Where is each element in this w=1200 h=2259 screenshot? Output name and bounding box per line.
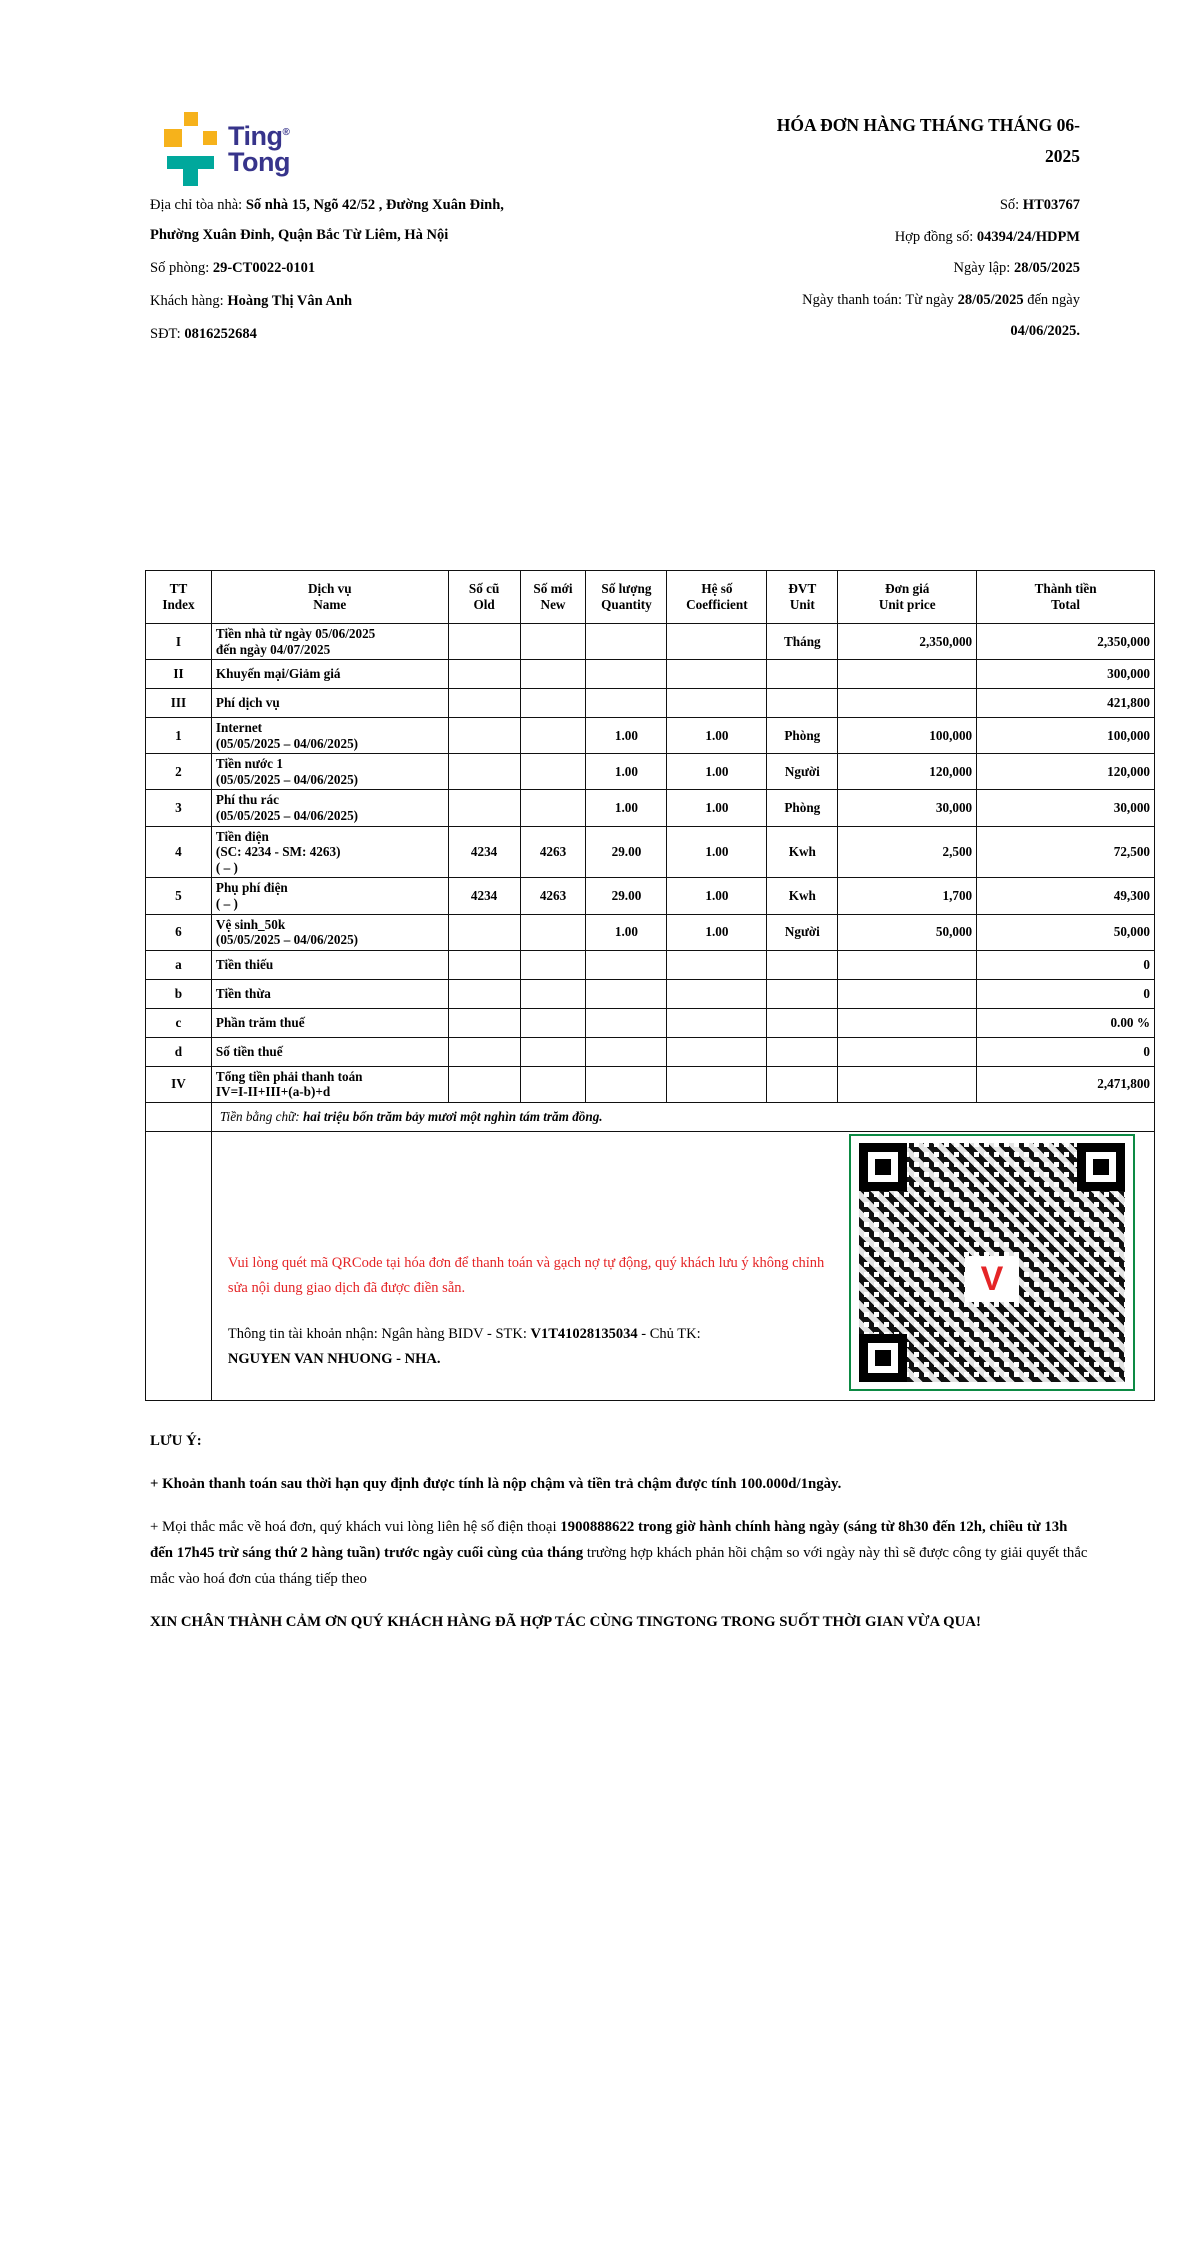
cell-tt: IV — [146, 1066, 212, 1102]
cell-total: 2,350,000 — [977, 624, 1155, 660]
cell-old — [448, 790, 520, 826]
cell-unit: Kwh — [767, 878, 838, 914]
col-header-old: Số cũ Old — [448, 571, 520, 624]
cell-qty: 29.00 — [586, 878, 667, 914]
cell-tt: I — [146, 624, 212, 660]
cell-old — [448, 914, 520, 950]
room-number: Số phòng: 29-CT0022-0101 — [150, 260, 316, 276]
col-header-coefficient: Hệ số Coefficient — [667, 571, 767, 624]
cell-price — [838, 689, 977, 718]
cell-price: 2,500 — [838, 826, 977, 878]
cell-price — [838, 1008, 977, 1037]
table-row — [146, 826, 1155, 878]
col-header-new: Số mới New — [520, 571, 586, 624]
cell-old — [448, 979, 520, 1008]
cell-coef — [667, 624, 767, 660]
cell-name: Internet (05/05/2025 – 04/06/2025) — [211, 718, 448, 754]
cell-coef: 1.00 — [667, 878, 767, 914]
cell-coef: 1.00 — [667, 718, 767, 754]
building-address: Địa chỉ tòa nhà: Số nhà 15, Ngõ 42/52 , Đường Xuân Đỉnh, Phường Xuân Đỉnh, Quận Bắc Từ Liêm, Hà Nội — [150, 197, 504, 243]
cell-price — [838, 1037, 977, 1066]
customer-name: Khách hàng: Hoàng Thị Vân Anh — [150, 293, 353, 309]
table-row — [146, 790, 1155, 826]
col-header-index: TT Index — [146, 571, 212, 624]
cell-unit — [767, 979, 838, 1008]
cell-old: 4234 — [448, 826, 520, 878]
table-row — [146, 1066, 1155, 1102]
customer-phone: SĐT: 0816252684 — [150, 326, 257, 342]
cell-unit — [767, 1066, 838, 1102]
cell-name: Số tiền thuế — [211, 1037, 448, 1066]
invoice-title: HÓA ĐƠN HÀNG THÁNG THÁNG 06- 2025 — [776, 115, 1080, 166]
cell-coef: 1.00 — [667, 826, 767, 878]
cell-total: 2,471,800 — [977, 1066, 1155, 1102]
invoice-number: Số: HT03767 — [999, 197, 1080, 213]
invoice-table-header — [146, 571, 1155, 624]
cell-qty — [586, 1066, 667, 1102]
cell-tt: III — [146, 689, 212, 718]
cell-qty — [586, 624, 667, 660]
cell-tt: 2 — [146, 754, 212, 790]
cell-total: 300,000 — [977, 660, 1155, 689]
cell-coef: 1.00 — [667, 914, 767, 950]
table-row — [146, 878, 1155, 914]
cell-qty — [586, 1037, 667, 1066]
cell-old — [448, 689, 520, 718]
cell-price: 2,350,000 — [838, 624, 977, 660]
cell-name: Khuyến mại/Giảm giá — [211, 660, 448, 689]
table-row — [146, 979, 1155, 1008]
cell-coef — [667, 979, 767, 1008]
cell-old — [448, 1066, 520, 1102]
cell-unit: Phòng — [767, 790, 838, 826]
cell-qty — [586, 689, 667, 718]
cell-total: 421,800 — [977, 689, 1155, 718]
cell-tt: 3 — [146, 790, 212, 826]
cell-total: 0.00 % — [977, 1008, 1155, 1037]
cell-new — [520, 660, 586, 689]
cell-unit: Tháng — [767, 624, 838, 660]
cell-tt: b — [146, 979, 212, 1008]
cell-coef — [667, 1066, 767, 1102]
cell-new — [520, 1037, 586, 1066]
empty-cell — [146, 1131, 212, 1400]
payment-qr-row — [146, 1131, 1155, 1400]
cell-old — [448, 754, 520, 790]
issue-date: Ngày lập: 28/05/2025 — [953, 260, 1080, 276]
payment-period: Ngày thanh toán: Từ ngày 28/05/2025 đến ngày 04/06/2025. — [802, 291, 1080, 339]
cell-old: 4234 — [448, 878, 520, 914]
cell-unit — [767, 689, 838, 718]
cell-tt: 5 — [146, 878, 212, 914]
cell-total: 120,000 — [977, 754, 1155, 790]
cell-coef — [667, 1037, 767, 1066]
qr-finder-icon — [859, 1334, 907, 1382]
cell-new — [520, 950, 586, 979]
cell-new — [520, 689, 586, 718]
cell-coef — [667, 950, 767, 979]
cell-total: 49,300 — [977, 878, 1155, 914]
cell-qty: 1.00 — [586, 914, 667, 950]
cell-tt: 4 — [146, 826, 212, 878]
bank-account-info: Thông tin tài khoản nhận: Ngân hàng BIDV - STK: V1T41028135034 - Chủ TK: NGUYEN VAN NHUONG - NHA. — [227, 1326, 701, 1368]
cell-name: Tiền điện (SC: 4234 - SM: 4263) ( – ) — [211, 826, 448, 878]
contract-number: Hợp đồng số: 04394/24/HDPM — [894, 228, 1080, 245]
cell-old — [448, 624, 520, 660]
cell-new — [520, 718, 586, 754]
cell-tt: d — [146, 1037, 212, 1066]
table-row — [146, 754, 1155, 790]
cell-coef — [667, 660, 767, 689]
table-row — [146, 660, 1155, 689]
cell-old — [448, 660, 520, 689]
cell-unit — [767, 1037, 838, 1066]
cell-tt: a — [146, 950, 212, 979]
cell-name: Tiền nhà từ ngày 05/06/2025 đến ngày 04/07/2025 — [211, 624, 448, 660]
cell-unit — [767, 660, 838, 689]
table-row — [146, 1008, 1155, 1037]
cell-qty: 1.00 — [586, 718, 667, 754]
cell-name: Tiền thừa — [211, 979, 448, 1008]
cell-price — [838, 979, 977, 1008]
cell-coef — [667, 689, 767, 718]
invoice-table-footer — [146, 1102, 1155, 1400]
cell-new — [520, 1008, 586, 1037]
cell-tt: 1 — [146, 718, 212, 754]
qr-code — [859, 1143, 1125, 1382]
table-row — [146, 718, 1155, 754]
cell-unit — [767, 1008, 838, 1037]
cell-old — [448, 718, 520, 754]
cell-old — [448, 1008, 520, 1037]
table-row — [146, 624, 1155, 660]
cell-unit — [767, 950, 838, 979]
tingtong-logo-icon — [163, 112, 219, 186]
footer-notes — [150, 1428, 1090, 1652]
cell-old — [448, 1037, 520, 1066]
cell-price: 120,000 — [838, 754, 977, 790]
col-header-total: Thành tiền Total — [977, 571, 1155, 624]
cell-name: Phí dịch vụ — [211, 689, 448, 718]
qr-finder-icon — [859, 1143, 907, 1191]
cell-new — [520, 624, 586, 660]
cell-price — [838, 660, 977, 689]
table-row — [146, 914, 1155, 950]
cell-unit: Người — [767, 754, 838, 790]
cell-name: Vệ sinh_50k (05/05/2025 – 04/06/2025) — [211, 914, 448, 950]
amount-in-words-row — [146, 1102, 1155, 1131]
empty-cell — [146, 1102, 212, 1131]
cell-unit: Kwh — [767, 826, 838, 878]
qr-code-panel — [849, 1134, 1135, 1391]
qr-payment-warning: Vui lòng quét mã QRCode tại hóa đơn để thanh toán và gạch nợ tự động, quý khách lưu ý không chỉnh sửa nội dung giao dịch đã được điền sẵn. — [227, 1255, 825, 1297]
cell-name: Tiền nước 1 (05/05/2025 – 04/06/2025) — [211, 754, 448, 790]
invoice-table-body — [146, 624, 1155, 1103]
notes-title: LƯU Ý: — [150, 1433, 202, 1449]
cell-new: 4263 — [520, 878, 586, 914]
cell-new — [520, 790, 586, 826]
cell-new — [520, 1066, 586, 1102]
table-row — [146, 950, 1155, 979]
cell-qty: 1.00 — [586, 790, 667, 826]
cell-new — [520, 914, 586, 950]
qr-finder-icon — [1077, 1143, 1125, 1191]
cell-new: 4263 — [520, 826, 586, 878]
cell-old — [448, 950, 520, 979]
cell-total: 50,000 — [977, 914, 1155, 950]
cell-price — [838, 1066, 977, 1102]
cell-price — [838, 950, 977, 979]
late-payment-note: + Khoản thanh toán sau thời hạn quy định được tính là nộp chậm và tiền trả chậm được tính 100.000d/1ngày. — [150, 1476, 842, 1492]
col-header-name: Dịch vụ Name — [211, 571, 448, 624]
table-row — [146, 1037, 1155, 1066]
cell-total: 0 — [977, 950, 1155, 979]
col-header-unit: ĐVT Unit — [767, 571, 838, 624]
tingtong-logo-text: Ting® Tong — [228, 121, 290, 177]
cell-coef: 1.00 — [667, 754, 767, 790]
invoice-meta — [560, 190, 1080, 348]
table-row — [146, 689, 1155, 718]
col-header-quantity: Số lượng Quantity — [586, 571, 667, 624]
cell-total: 30,000 — [977, 790, 1155, 826]
thank-you-note: XIN CHÂN THÀNH CẢM ƠN QUÝ KHÁCH HÀNG ĐÃ HỢP TÁC CÙNG TINGTONG TRONG SUỐT THỜI GIAN VỪA QUA! — [150, 1614, 981, 1630]
cell-price: 1,700 — [838, 878, 977, 914]
col-header-unit-price: Đơn giá Unit price — [838, 571, 977, 624]
hotline-note: + Mọi thắc mắc về hoá đơn, quý khách vui lòng liên hệ số điện thoại 1900888622 trong giờ hành chính hàng ngày (sáng từ 8h30 đến 12h, chiều từ 13h đến 17h45 trừ sáng thứ 2 hàng tuần) trước ngày cuối cùng của tháng trường hợp khách phản hồi chậm so với ngày này thì sẽ được công ty giải quyết thắc mắc vào hoá đơn của tháng tiếp theo — [150, 1519, 1088, 1587]
cell-name: Phần trăm thuế — [211, 1008, 448, 1037]
cell-name: Phí thu rác (05/05/2025 – 04/06/2025) — [211, 790, 448, 826]
cell-tt: II — [146, 660, 212, 689]
tingtong-logo — [163, 112, 290, 186]
cell-coef — [667, 1008, 767, 1037]
cell-total: 100,000 — [977, 718, 1155, 754]
cell-qty — [586, 979, 667, 1008]
cell-new — [520, 754, 586, 790]
cell-qty — [586, 950, 667, 979]
cell-qty: 1.00 — [586, 754, 667, 790]
cell-tt: 6 — [146, 914, 212, 950]
cell-price: 50,000 — [838, 914, 977, 950]
cell-unit: Người — [767, 914, 838, 950]
cell-qty — [586, 1008, 667, 1037]
cell-total: 0 — [977, 1037, 1155, 1066]
cell-coef: 1.00 — [667, 790, 767, 826]
cell-name: Phụ phí điện ( – ) — [211, 878, 448, 914]
cell-name: Tiền thiếu — [211, 950, 448, 979]
cell-price: 30,000 — [838, 790, 977, 826]
building-info — [150, 190, 630, 352]
cell-name: Tổng tiền phải thanh toán IV=I-II+III+(a-b)+d — [211, 1066, 448, 1102]
cell-tt: c — [146, 1008, 212, 1037]
payment-instructions-cell — [211, 1131, 1154, 1400]
cell-total: 72,500 — [977, 826, 1155, 878]
cell-total: 0 — [977, 979, 1155, 1008]
cell-qty: 29.00 — [586, 826, 667, 878]
amount-in-words: Tiền bằng chữ: hai triệu bốn trăm bảy mươi một nghìn tám trăm đồng. — [211, 1102, 1154, 1131]
cell-qty — [586, 660, 667, 689]
vietqr-logo-icon: V — [965, 1256, 1019, 1302]
cell-unit: Phòng — [767, 718, 838, 754]
invoice-table — [145, 570, 1155, 1401]
cell-price: 100,000 — [838, 718, 977, 754]
cell-new — [520, 979, 586, 1008]
